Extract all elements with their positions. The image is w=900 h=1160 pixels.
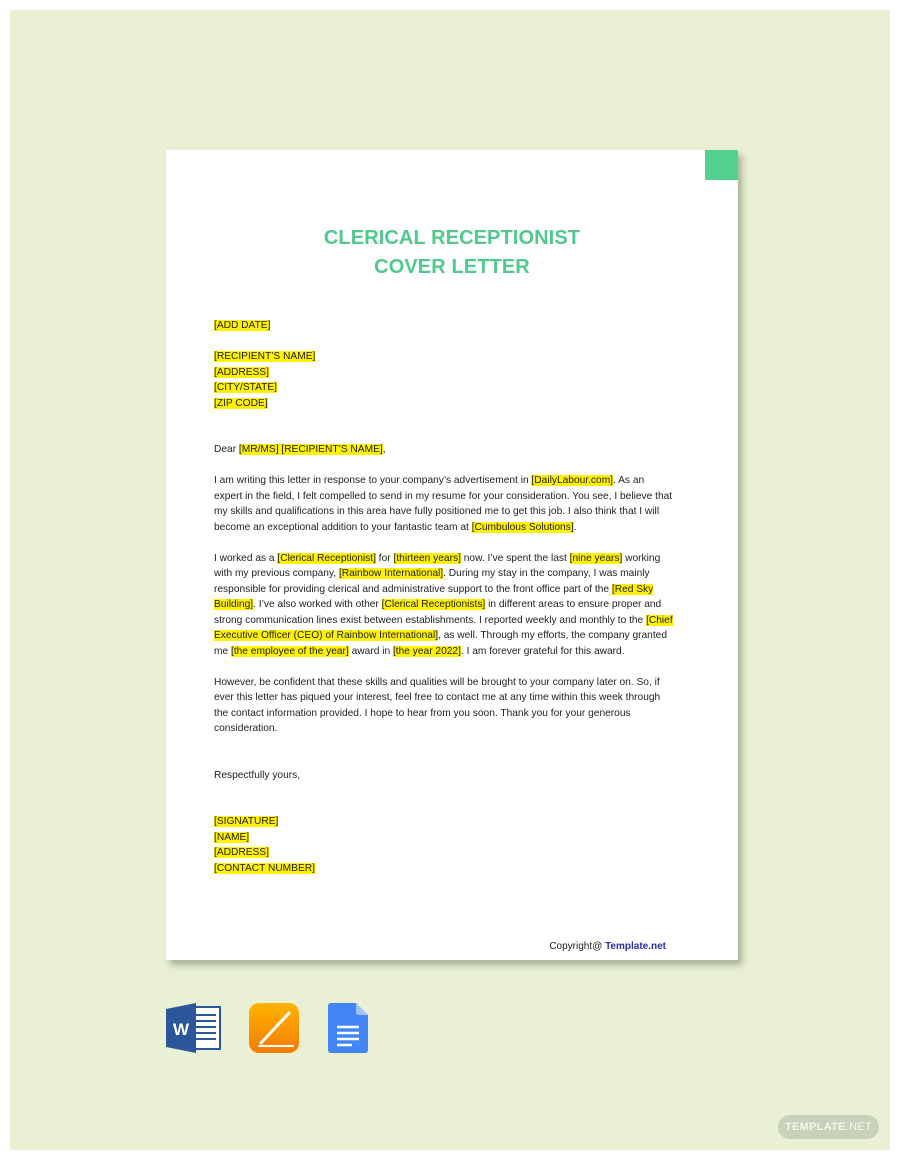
letter-body xyxy=(214,318,674,876)
corner-accent xyxy=(705,150,738,180)
closing: Respectfully yours, xyxy=(214,769,301,781)
salutation: Dear [MR/MS] [RECIPIENT’S NAME], xyxy=(214,444,386,455)
sender-block xyxy=(214,814,674,876)
sender-address: [ADDRESS] xyxy=(214,847,269,858)
date-line xyxy=(214,318,674,334)
title-line-1: CLERICAL RECEPTIONIST xyxy=(323,227,581,249)
template-net-watermark: TEMPLATE.NET xyxy=(778,1115,879,1139)
recipient-city-state: [CITY/STATE] xyxy=(214,382,278,393)
title-line-2: COVER LETTER xyxy=(374,256,530,278)
document-title xyxy=(166,224,738,282)
placeholder-award: [the employee of the year] xyxy=(230,645,349,657)
recipient-address: [ADDRESS] xyxy=(214,366,269,378)
salutation-placeholder: [MR/MS] [RECIPIENT’S NAME] xyxy=(238,444,383,455)
placeholder-source: [DailyLabour.com] xyxy=(531,475,614,486)
svg-text:W: W xyxy=(172,1020,190,1039)
sender-signature: [SIGNATURE] xyxy=(214,816,279,827)
google-docs-icon[interactable] xyxy=(328,1003,368,1058)
recipient-zip: [ZIP CODE] xyxy=(214,397,268,409)
placeholder-award-year: [the year 2022] xyxy=(392,645,461,657)
word-icon[interactable] xyxy=(166,1003,222,1058)
placeholder-building: [Red Sky Building] xyxy=(214,583,654,610)
placeholder-colleagues: [Clerical Receptionists] xyxy=(381,599,486,610)
placeholder-ceo: [Chief Executive Officer (CEO) of Rainbow International] xyxy=(214,614,673,641)
placeholder-years: [thirteen years] xyxy=(393,552,461,564)
paragraph-2: I worked as a [Clerical Receptionist] for [thirteen years] now. I’ve spent the last [nine years] working with my previous company, [Rainbow International]. During my stay in the company, I was mainly responsible for providing clerical and administrative support to the front office part of the [Red Sky Building]. I’ve also worked with other [Clerical Receptionists] in different areas to ensure proper and strong communication lines exist between establishments. I reported weekly and monthly to the [Chief Executive Officer (CEO) of Rainbow International], as well. Through my efforts, the company granted me [the employee of the year] award in [the year 2022]. I am forever grateful for this award. xyxy=(214,552,673,657)
recipient-block xyxy=(214,349,674,411)
recipient-name: [RECIPIENT’S NAME] xyxy=(214,351,316,362)
placeholder-position: [Clerical Receptionist] xyxy=(277,552,376,564)
paragraph-3: However, be confident that these skills and qualities will be brought to your company later on. So, if ever this letter has piqued your interest, feel free to contact me at any time within this week through the contact information provided. I hope to hear from you soon. Thank you for your generous consideration. xyxy=(214,676,661,734)
copyright: Copyright@ Template.net xyxy=(549,941,666,952)
document-preview xyxy=(166,150,738,960)
sender-contact: [CONTACT NUMBER] xyxy=(214,862,315,874)
pages-icon[interactable] xyxy=(249,1003,299,1058)
placeholder-prev-years: [nine years] xyxy=(569,552,623,564)
placeholder-prev-company: [Rainbow International] xyxy=(338,568,444,579)
placeholder-company: [Cumbulous Solutions] xyxy=(471,521,574,533)
paragraph-1: I am writing this letter in response to your company’s advertisement in [DailyLabour.com]. As an expert in the field, I felt compelled to send in my resume for your consideration. You see, I believe that my skills and qualifications in this area have fully positioned me to get this job. I also think that I will become an exceptional addition to your fantastic team at [Cumbulous Solutions]. xyxy=(214,475,673,533)
date-placeholder: [ADD DATE] xyxy=(214,320,271,331)
copyright-link[interactable]: Template.net xyxy=(605,941,666,952)
sender-name: [NAME] xyxy=(214,831,250,843)
